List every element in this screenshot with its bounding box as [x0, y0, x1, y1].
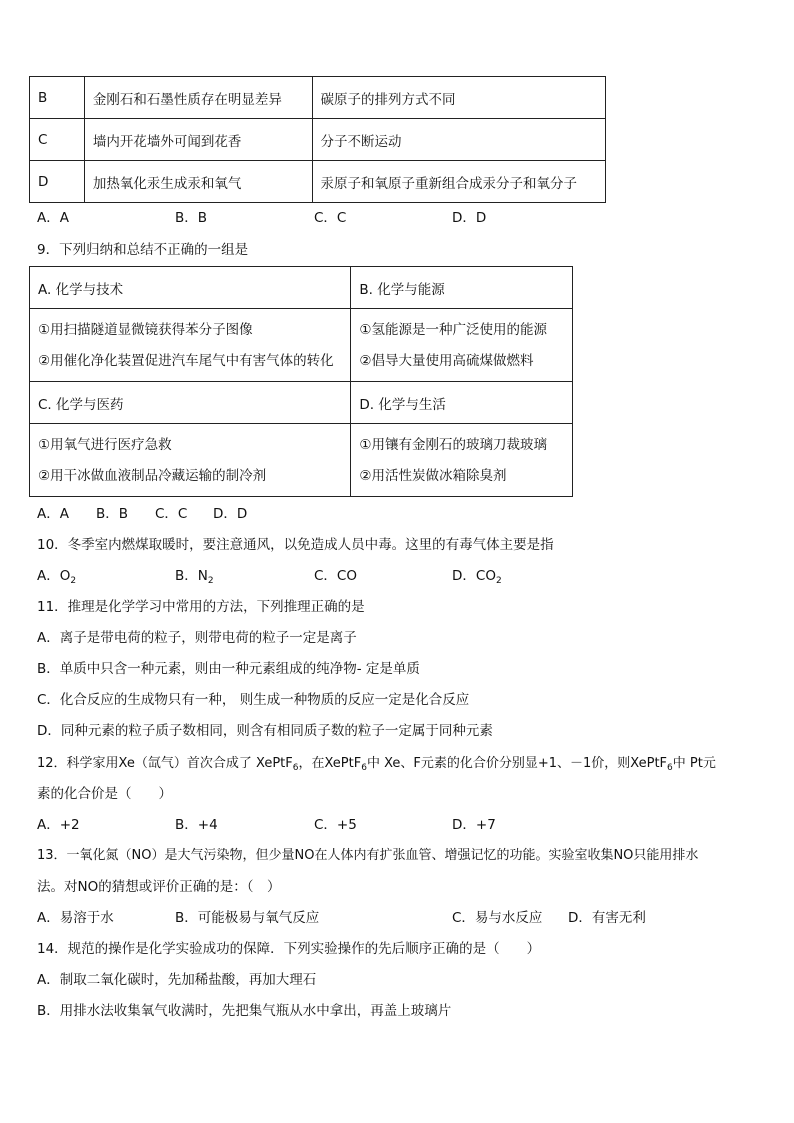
row-key: B: [30, 77, 85, 119]
option-a: A．+2: [37, 817, 80, 833]
q8-table: [29, 76, 606, 203]
row-key: C: [30, 119, 85, 161]
q11-option-b: B．单质中只含一种元素，则由一种元素组成的纯净物- 定是单质: [37, 661, 420, 677]
row-key: D: [30, 161, 85, 203]
table-row: [30, 309, 573, 382]
option-b: B．可能极易与氧气反应: [175, 910, 320, 926]
cell-line: ①用氧气进行医疗急救: [38, 436, 172, 453]
cell-title-b: B. 化学与能源: [351, 267, 573, 309]
option-a: A．$O_2$: [37, 568, 77, 586]
q9-table: [29, 266, 573, 497]
option-c: C．+5: [314, 817, 357, 833]
table-row: [30, 119, 606, 161]
option-a: A．A: [37, 210, 69, 226]
table-row: [30, 267, 573, 309]
row-fact: 墙内开花墙外可闻到花香: [84, 119, 312, 161]
cell-line: ①用镶有金刚石的玻璃刀裁玻璃: [359, 436, 547, 453]
option-c: C．CO: [314, 568, 357, 584]
row-reason: 分子不断运动: [312, 119, 605, 161]
cell-body-b: [351, 309, 573, 382]
q11-option-c: C．化合反应的生成物只有一种， 则生成一种物质的反应一定是化合反应: [37, 692, 470, 708]
cell-line: ①氢能源是一种广泛使用的能源: [359, 321, 547, 338]
option-d: D．D: [452, 210, 487, 226]
row-fact: 加热氧化汞生成汞和氧气: [84, 161, 312, 203]
option-b: B．$N_2$: [175, 568, 214, 586]
option-a: A．A: [37, 506, 69, 522]
table-row: [30, 424, 573, 497]
cell-line: ②用活性炭做冰箱除臭剂: [359, 467, 507, 484]
q13-stem: 13．一氧化氮（NO）是大气污染物，但少量NO在人体内有扩张血管、增强记忆的功能。实验室收集NO只能用排水: [37, 848, 699, 863]
option-b: B．B: [96, 506, 129, 522]
q9-stem: 9．下列归纳和总结不正确的一组是: [37, 242, 249, 258]
q14-option-a: A．制取二氧化碳时，先加稀盐酸，再加大理石: [37, 972, 317, 988]
q11-stem: 11．推理是化学学习中常用的方法，下列推理正确的是: [37, 599, 365, 615]
option-d: D．D: [213, 506, 248, 522]
option-c: C．易与水反应: [452, 910, 543, 926]
cell-body-d: [351, 424, 573, 497]
q11-option-a: A．离子是带电荷的粒子，则带电荷的粒子一定是离子: [37, 630, 357, 646]
row-reason: 汞原子和氧原子重新组合成汞分子和氧分子: [312, 161, 605, 203]
cell-title-c: C. 化学与医药: [30, 382, 351, 424]
row-reason: 碳原子的排列方式不同: [312, 77, 605, 119]
q10-stem: 10．冬季室内燃煤取暖时，要注意通风，以免造成人员中毒。这里的有毒气体主要是指: [37, 537, 554, 553]
option-c: C．C: [314, 210, 347, 226]
q13-stem-line2: 法。对NO的猜想或评价正确的是：（ ）: [37, 879, 281, 895]
option-a: A．易溶于水: [37, 910, 114, 926]
cell-line: ②用干冰做血液制品冷藏运输的制冷剂: [38, 467, 267, 484]
cell-line: ②倡导大量使用高硫煤做燃料: [359, 352, 534, 369]
option-b: B．B: [175, 210, 208, 226]
q11-option-d: D．同种元素的粒子质子数相同，则含有相同质子数的粒子一定属于同种元素: [37, 723, 493, 739]
row-fact: 金刚石和石墨性质存在明显差异: [84, 77, 312, 119]
cell-body-a: [30, 309, 351, 382]
option-d: D．$CO_2$: [452, 568, 502, 586]
cell-line: ①用扫描隧道显微镜获得苯分子图像: [38, 321, 253, 338]
table-row: [30, 77, 606, 119]
option-c: C．C: [155, 506, 188, 522]
table-row: [30, 382, 573, 424]
option-d: D．有害无利: [568, 910, 646, 926]
q14-option-b: B．用排水法收集氧气收满时，先把集气瓶从水中拿出，再盖上玻璃片: [37, 1003, 452, 1019]
option-d: D．+7: [452, 817, 496, 833]
option-b: B．+4: [175, 817, 218, 833]
cell-title-a: A. 化学与技术: [30, 267, 351, 309]
cell-body-c: [30, 424, 351, 497]
cell-line: ②用催化净化装置促进汽车尾气中有害气体的转化: [38, 352, 334, 369]
q14-stem: 14．规范的操作是化学实验成功的保障．下列实验操作的先后顺序正确的是（ ）: [37, 941, 541, 957]
q12-stem: 12．科学家用Xe（氙气）首次合成了 XePtF$_6$，在XePtF$_6$中 Xe、F元素的化合价分别显+1、－1价，则XePtF$_6$中 Pt元: [37, 756, 716, 773]
q12-stem-line2: 素的化合价是（ ）: [37, 786, 172, 802]
cell-title-d: D. 化学与生活: [351, 382, 573, 424]
table-row: [30, 161, 606, 203]
